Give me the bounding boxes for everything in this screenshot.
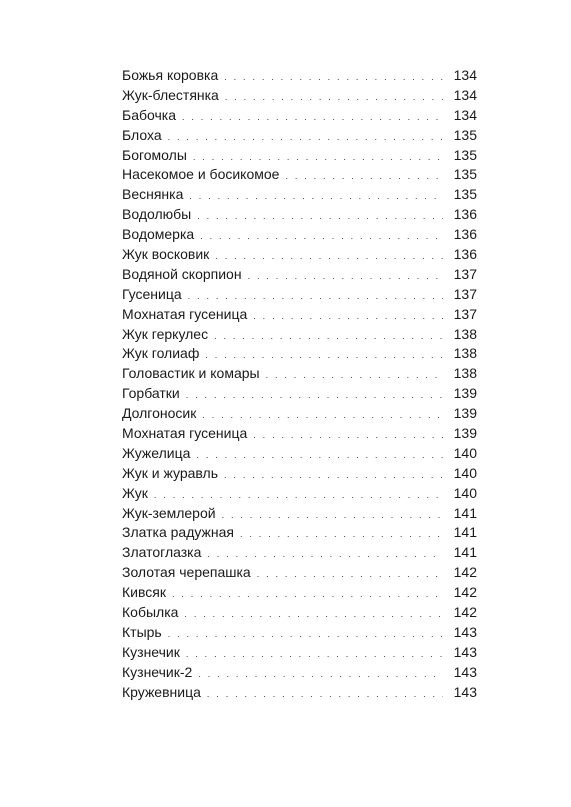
entry-title: Водолюбы bbox=[122, 206, 192, 223]
toc-entry bbox=[122, 464, 477, 484]
dot-leader bbox=[266, 366, 443, 386]
entry-title: Кобылка bbox=[122, 604, 179, 621]
dot-leader bbox=[222, 506, 443, 526]
entry-title: Кузнечик bbox=[122, 643, 180, 660]
entry-page-number: 142 bbox=[453, 604, 477, 621]
toc-entry bbox=[122, 364, 477, 384]
entry-title: Гусеница bbox=[122, 285, 182, 302]
entry-page-number: 134 bbox=[453, 67, 477, 83]
entry-title: Златоглазка bbox=[122, 544, 202, 561]
toc-entry bbox=[122, 683, 477, 703]
entry-page-number: 135 bbox=[453, 166, 477, 183]
toc-entry bbox=[122, 106, 477, 126]
dot-leader bbox=[197, 207, 443, 227]
entry-page-number: 134 bbox=[453, 86, 477, 103]
entry-page-number: 141 bbox=[453, 544, 477, 561]
entry-title: Кружевница bbox=[122, 683, 201, 700]
entry-page-number: 143 bbox=[453, 623, 477, 640]
entry-page-number: 140 bbox=[453, 484, 477, 501]
dot-leader bbox=[253, 307, 443, 327]
entry-title: Горбатки bbox=[122, 385, 180, 402]
table-of-contents bbox=[122, 66, 477, 703]
entry-page-number: 137 bbox=[453, 265, 477, 282]
toc-entry bbox=[122, 484, 477, 504]
entry-title: Блоха bbox=[122, 126, 162, 143]
entry-page-number: 136 bbox=[453, 246, 477, 263]
entry-page-number: 135 bbox=[453, 126, 477, 143]
toc-entry bbox=[122, 404, 477, 424]
toc-entry bbox=[122, 563, 477, 583]
dot-leader bbox=[198, 665, 443, 685]
entry-page-number: 140 bbox=[453, 464, 477, 481]
dot-leader bbox=[253, 426, 443, 446]
entry-page-number: 134 bbox=[453, 106, 477, 123]
entry-page-number: 137 bbox=[453, 285, 477, 302]
dot-leader bbox=[186, 386, 443, 406]
dot-leader bbox=[189, 187, 443, 207]
dot-leader bbox=[257, 565, 443, 585]
entry-title: Долгоносик bbox=[122, 405, 197, 422]
entry-title: Водяной скорпион bbox=[122, 265, 242, 282]
toc-entry bbox=[122, 424, 477, 444]
toc-entry bbox=[122, 146, 477, 166]
entry-title: Золотая черепашка bbox=[122, 564, 251, 581]
toc-entry bbox=[122, 603, 477, 623]
toc-entry bbox=[122, 285, 477, 305]
entry-page-number: 135 bbox=[453, 146, 477, 163]
entry-title: Головастик и комары bbox=[122, 365, 260, 382]
entry-page-number: 141 bbox=[453, 504, 477, 521]
entry-title: Златка радужная bbox=[122, 524, 234, 541]
entry-title: Бабочка bbox=[122, 106, 176, 123]
toc-entry bbox=[122, 305, 477, 325]
dot-leader bbox=[172, 585, 443, 605]
toc-entry bbox=[122, 205, 477, 225]
entry-title: Жужелица bbox=[122, 444, 191, 461]
entry-title: Богомолы bbox=[122, 146, 187, 163]
entry-page-number: 136 bbox=[453, 206, 477, 223]
toc-entry bbox=[122, 504, 477, 524]
toc-entry bbox=[122, 265, 477, 285]
toc-entry bbox=[122, 543, 477, 563]
entry-page-number: 143 bbox=[453, 683, 477, 700]
dot-leader bbox=[168, 128, 443, 148]
dot-leader bbox=[184, 605, 443, 625]
entry-title: Веснянка bbox=[122, 186, 184, 203]
entry-page-number: 143 bbox=[453, 663, 477, 680]
dot-leader bbox=[214, 327, 443, 347]
toc-entry bbox=[122, 165, 477, 185]
entry-title: Жук геркулес bbox=[122, 325, 209, 342]
entry-page-number: 138 bbox=[453, 345, 477, 362]
entry-title: Мохнатая гусеница bbox=[122, 305, 248, 322]
entry-title: Ктырь bbox=[122, 623, 162, 640]
toc-entry bbox=[122, 444, 477, 464]
entry-page-number: 136 bbox=[453, 226, 477, 243]
entry-page-number: 138 bbox=[453, 365, 477, 382]
entry-title: Водомерка bbox=[122, 226, 195, 243]
dot-leader bbox=[240, 525, 443, 545]
entry-page-number: 138 bbox=[453, 325, 477, 342]
entry-title: Жук-блестянка bbox=[122, 86, 219, 103]
toc-entry bbox=[122, 325, 477, 345]
entry-page-number: 137 bbox=[453, 305, 477, 322]
toc-entry bbox=[122, 126, 477, 146]
toc-entry bbox=[122, 225, 477, 245]
entry-title: Божья коровка bbox=[122, 67, 219, 83]
dot-leader bbox=[225, 88, 443, 108]
dot-leader bbox=[285, 167, 443, 187]
toc-entry bbox=[122, 583, 477, 603]
entry-page-number: 141 bbox=[453, 524, 477, 541]
entry-page-number: 140 bbox=[453, 444, 477, 461]
entry-page-number: 143 bbox=[453, 643, 477, 660]
toc-entry bbox=[122, 663, 477, 683]
entry-title: Насекомое и босикомое bbox=[122, 166, 280, 183]
toc-entry bbox=[122, 643, 477, 663]
entry-page-number: 142 bbox=[453, 584, 477, 601]
entry-title: Жук bbox=[122, 484, 148, 501]
entry-title: Мохнатая гусеница bbox=[122, 425, 248, 442]
toc-entry bbox=[122, 384, 477, 404]
entry-title: Жук восковик bbox=[122, 246, 210, 263]
toc-entry bbox=[122, 86, 477, 106]
toc-entry bbox=[122, 66, 477, 86]
dot-leader bbox=[196, 446, 443, 466]
dot-leader bbox=[207, 685, 443, 705]
entry-title: Кузнечик-2 bbox=[122, 663, 193, 680]
dot-leader bbox=[182, 108, 443, 128]
dot-leader bbox=[168, 625, 443, 645]
toc-entry bbox=[122, 245, 477, 265]
dot-leader bbox=[224, 466, 443, 486]
dot-leader bbox=[186, 645, 443, 665]
toc-entry bbox=[122, 623, 477, 643]
entry-page-number: 139 bbox=[453, 425, 477, 442]
entry-title: Жук и журавль bbox=[122, 464, 219, 481]
entry-page-number: 142 bbox=[453, 564, 477, 581]
entry-page-number: 139 bbox=[453, 405, 477, 422]
dot-leader bbox=[200, 227, 443, 247]
entry-page-number: 135 bbox=[453, 186, 477, 203]
entry-title: Жук голиаф bbox=[122, 345, 200, 362]
toc-entry bbox=[122, 344, 477, 364]
dot-leader bbox=[224, 68, 443, 88]
dot-leader bbox=[248, 267, 443, 287]
toc-entry bbox=[122, 185, 477, 205]
toc-entry bbox=[122, 523, 477, 543]
entry-page-number: 139 bbox=[453, 385, 477, 402]
entry-title: Жук-землерой bbox=[122, 504, 216, 521]
dot-leader bbox=[215, 247, 443, 267]
entry-title: Кивсяк bbox=[122, 584, 166, 601]
